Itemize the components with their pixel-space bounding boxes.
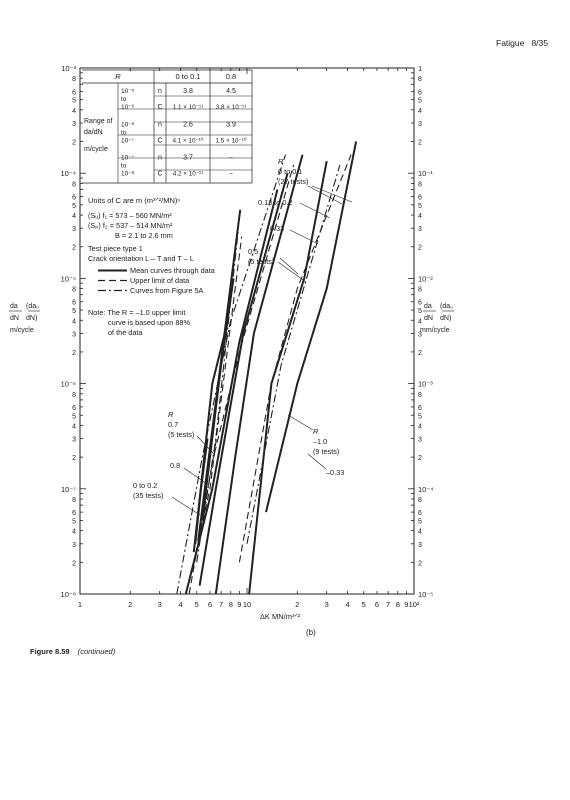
- x-tick-label: 2: [295, 600, 300, 609]
- table-range-label: Range of: [84, 118, 113, 125]
- y-minor-label-right: 3: [418, 121, 422, 129]
- annotation-r07-tests: (5 tests): [168, 430, 195, 439]
- y-minor-label-right: 2: [418, 560, 422, 568]
- y-minor-label-left: 3: [72, 226, 76, 234]
- y-minor-label-right: 3: [418, 226, 422, 234]
- x-tick-label: 9: [404, 600, 409, 609]
- table-c-value: 1.1 × 10⁻¹¹: [172, 104, 204, 111]
- annotation-r: R: [278, 157, 284, 166]
- y-minor-label-left: 8: [72, 286, 76, 294]
- note-thickness: B = 2.1 to 2.6 mm: [115, 231, 173, 240]
- table-c-value: –: [229, 170, 233, 178]
- table-c-value: 4.2 × 10⁻¹¹: [172, 170, 204, 178]
- annotation-r-tests: (27 tests): [278, 177, 309, 186]
- y-axis-label-left: (da₀: [26, 303, 40, 310]
- y-minor-label-left: 2: [72, 244, 76, 252]
- y-minor-label-left: 6: [72, 89, 76, 97]
- caption-note: (continued): [77, 647, 116, 656]
- table-range-value: 10⁻⁷: [121, 137, 135, 145]
- table-n-label: n: [158, 88, 162, 95]
- y-axis-label-left: da: [10, 303, 18, 310]
- y-minor-label-right: 8: [418, 496, 422, 504]
- chart-legend: [98, 266, 216, 295]
- table-col-head: 0 to 0.1: [175, 72, 201, 81]
- table-c-label: C: [157, 170, 163, 178]
- table-n-value: 3.8: [183, 88, 193, 95]
- y-minor-label-left: 3: [72, 331, 76, 339]
- y-axis-label-left: m/cycle: [10, 327, 34, 334]
- table-range-value: 10⁻⁶: [121, 121, 135, 129]
- y-minor-label-right: 3: [418, 541, 422, 549]
- y-minor-label-right: 2: [418, 139, 422, 147]
- annotation-r013: 0.13 to 0.2: [258, 198, 293, 207]
- y-tick-label-left: 10⁻⁵: [60, 274, 76, 284]
- y-tick-label-left: 10⁻³: [61, 64, 76, 73]
- y-minor-label-left: 6: [72, 299, 76, 307]
- series-line: [239, 155, 351, 563]
- table-c-value: 4.1 × 10⁻¹⁰: [172, 137, 204, 145]
- table-range-label: m/cycle: [84, 146, 108, 153]
- x-tick-label: 9: [237, 600, 242, 609]
- annotation-rneg1-tests: (9 tests): [313, 447, 340, 456]
- x-tick-label: 10²: [408, 600, 420, 609]
- y-minor-label-right: 2: [418, 455, 422, 463]
- table-c-label: C: [157, 137, 163, 145]
- y-minor-label-left: 5: [72, 202, 76, 210]
- y-minor-label-right: 8: [418, 391, 422, 399]
- annotation-r-value: 0 to 0.1: [278, 167, 303, 176]
- y-minor-label-right: 3: [418, 436, 422, 444]
- leader-line: [172, 497, 200, 515]
- y-axis-label-right: (da₀: [440, 303, 454, 310]
- note-footnote: Note: The R = –1.0 upper limit: [88, 308, 186, 317]
- y-minor-label-left: 4: [72, 528, 76, 536]
- y-minor-label-right: 3: [418, 331, 422, 339]
- annotation-rneg1: –1.0: [313, 437, 328, 446]
- note-su: (Sᵤ) f₁ = 573 – 560 MN/m²: [88, 211, 172, 220]
- annotation-r033: 0.33: [270, 224, 285, 233]
- annotation-rneg033: –0.33: [326, 468, 345, 477]
- x-tick-label: 5: [361, 600, 366, 609]
- y-minor-label-left: 2: [72, 560, 76, 568]
- y-minor-label-right: 6: [418, 510, 422, 518]
- y-minor-label-left: 4: [72, 213, 76, 221]
- x-tick-label: 1: [77, 600, 83, 609]
- x-tick-label: 7: [386, 600, 391, 609]
- y-minor-label-right: 4: [418, 213, 422, 221]
- note-footnote: curve is based upon 88%: [108, 318, 190, 327]
- y-tick-label-left: 10⁻⁴: [60, 169, 76, 179]
- x-tick-label: 6: [374, 600, 380, 609]
- y-axis-label-left: dN: [10, 315, 19, 322]
- note-test-piece: Test piece type 1: [88, 244, 143, 253]
- y-axis-label-right: mm/cycle: [420, 327, 450, 334]
- table-c-value: 3.8 × 10⁻¹¹: [215, 104, 247, 111]
- annotation-r002-tests: (35 tests): [133, 491, 164, 500]
- y-minor-label-right: 4: [418, 107, 422, 115]
- x-axis-label: ΔK MN/m³ᐟ²: [259, 612, 301, 621]
- x-tick-label: 8: [395, 600, 400, 609]
- y-minor-label-right: 5: [418, 97, 422, 105]
- table-n-label: n: [158, 154, 162, 162]
- y-tick-label-left: 10⁻⁸: [60, 590, 76, 599]
- y-minor-label-left: 8: [72, 391, 76, 399]
- y-minor-label-right: 4: [418, 423, 422, 431]
- y-minor-label-left: 3: [72, 541, 76, 549]
- y-minor-label-right: 2: [418, 349, 422, 357]
- y-minor-label-right: 4: [418, 528, 422, 536]
- table-range-value: 10⁻⁵: [121, 88, 135, 95]
- leader-line: [280, 258, 298, 274]
- leader-line: [300, 203, 330, 218]
- y-minor-label-left: 3: [72, 121, 76, 129]
- x-tick-label: 7: [219, 600, 224, 609]
- table-n-value: –: [229, 154, 233, 162]
- y-minor-label-right: 8: [418, 286, 422, 294]
- header-section: Fatigue: [496, 38, 525, 48]
- annotation-rneg1-r: R: [313, 427, 319, 436]
- y-tick-label-right: 10⁻¹: [418, 169, 433, 179]
- y-minor-label-right: 6: [418, 89, 422, 97]
- table-n-value: 4.5: [226, 88, 236, 95]
- y-minor-label-left: 2: [72, 349, 76, 357]
- chart-series: [177, 142, 356, 595]
- chart-axes: [9, 64, 454, 621]
- y-minor-label-right: 2: [418, 244, 422, 252]
- legend-label: Mean curves through data: [130, 266, 215, 275]
- x-tick-label: 2: [128, 600, 133, 609]
- table-n-value: 3.9: [226, 121, 236, 129]
- y-tick-label-right: 10⁻⁵: [418, 590, 434, 599]
- y-axis-label-right: dN): [440, 315, 452, 322]
- annotation-r07: 0.7: [168, 420, 179, 429]
- legend-label: Curves from Figure 5A: [130, 286, 204, 295]
- note-units: Units of C are m (m³ᐟ²/MN)ⁿ: [88, 196, 181, 205]
- y-minor-label-left: 6: [72, 194, 76, 202]
- annotation-r05-tests: (5 tests): [248, 257, 275, 266]
- y-minor-label-left: 2: [72, 455, 76, 463]
- y-minor-label-left: 5: [72, 308, 76, 316]
- legend-label: Upper limit of data: [130, 276, 190, 285]
- x-tick-label: 3: [157, 600, 162, 609]
- y-minor-label-right: 8: [418, 181, 422, 189]
- y-tick-label-right: 10⁻⁴: [418, 484, 434, 494]
- x-tick-label: 3: [324, 600, 329, 609]
- y-minor-label-right: 6: [418, 404, 422, 412]
- annotation-r07-r: R: [168, 410, 174, 419]
- figure-caption: [30, 647, 115, 656]
- y-minor-label-left: 8: [72, 496, 76, 504]
- series-line: [216, 155, 303, 594]
- parameter-table: [82, 70, 252, 183]
- y-minor-label-right: 8: [418, 76, 422, 84]
- figure-sublabel: (b): [306, 628, 316, 637]
- y-minor-label-right: 5: [418, 518, 422, 526]
- y-minor-label-left: 6: [72, 404, 76, 412]
- y-minor-label-right: 6: [418, 299, 422, 307]
- y-minor-label-left: 3: [72, 436, 76, 444]
- y-minor-label-left: 4: [72, 423, 76, 431]
- header-page: 8/35: [531, 38, 548, 48]
- x-tick-label: 6: [207, 600, 213, 609]
- y-minor-label-right: 5: [418, 308, 422, 316]
- x-tick-label: 4: [178, 600, 183, 609]
- y-minor-label-left: 4: [72, 318, 76, 326]
- y-axis-label-right: dN: [424, 315, 433, 322]
- table-range-value: to: [121, 162, 127, 170]
- y-minor-label-right: 5: [418, 413, 422, 421]
- y-minor-label-right: 4: [418, 318, 422, 326]
- y-tick-label-left: 10⁻⁶: [60, 379, 76, 389]
- note-footnote: of the data: [108, 328, 143, 337]
- y-minor-label-left: 6: [72, 510, 76, 518]
- y-axis-label-left: dN): [26, 315, 38, 322]
- note-orientation: Crack orientation L – T and T – L: [88, 254, 194, 263]
- table-n-value: 2.6: [183, 121, 193, 129]
- table-range-label: da/dN: [84, 129, 103, 136]
- series-line: [249, 161, 327, 594]
- y-minor-label-left: 2: [72, 139, 76, 147]
- table-c-label: C: [157, 104, 163, 111]
- table-range-value: to: [121, 96, 127, 103]
- x-tick-label: 4: [345, 600, 350, 609]
- y-minor-label-right: 5: [418, 202, 422, 210]
- y-tick-label-left: 10⁻⁷: [60, 484, 76, 494]
- table-c-value: 1.5 × 10⁻¹⁰: [215, 137, 247, 145]
- x-tick-label: 5: [194, 600, 199, 609]
- table-n-value: 3.7: [183, 154, 193, 162]
- y-tick-label-right: 10⁻²: [418, 274, 433, 284]
- annotation-r002: 0 to 0.2: [133, 481, 158, 490]
- y-tick-label-right: 10⁻³: [418, 379, 433, 389]
- table-n-label: n: [158, 121, 162, 129]
- leader-line: [278, 262, 306, 282]
- y-minor-label-right: 6: [418, 194, 422, 202]
- table-r-header: R: [115, 72, 121, 81]
- table-range-value: to: [121, 129, 127, 137]
- leader-line: [308, 454, 326, 469]
- annotation-r05: 0.5: [248, 247, 259, 256]
- note-sp: (Sₚ) f₂ = 537 – 514 MN/m²: [88, 221, 173, 230]
- caption-figure: Figure 8.59: [30, 647, 70, 656]
- y-minor-label-left: 5: [72, 413, 76, 421]
- table-range-value: 10⁻⁷: [121, 154, 135, 162]
- y-axis-label-right: da: [424, 303, 432, 310]
- table-range-value: 10⁻⁶: [121, 104, 135, 111]
- leader-line: [288, 415, 313, 430]
- table-col-head: 0.8: [225, 72, 237, 81]
- x-tick-label: 10: [242, 600, 252, 609]
- y-minor-label-left: 5: [72, 97, 76, 105]
- y-minor-label-left: 5: [72, 518, 76, 526]
- y-minor-label-left: 4: [72, 107, 76, 115]
- x-tick-label: 8: [228, 600, 233, 609]
- annotation-r08: 0.8: [170, 461, 181, 470]
- table-range-value: 10⁻⁸: [121, 170, 135, 178]
- y-tick-label-right: 1: [418, 64, 423, 73]
- y-minor-label-left: 8: [72, 76, 76, 84]
- y-minor-label-left: 8: [72, 181, 76, 189]
